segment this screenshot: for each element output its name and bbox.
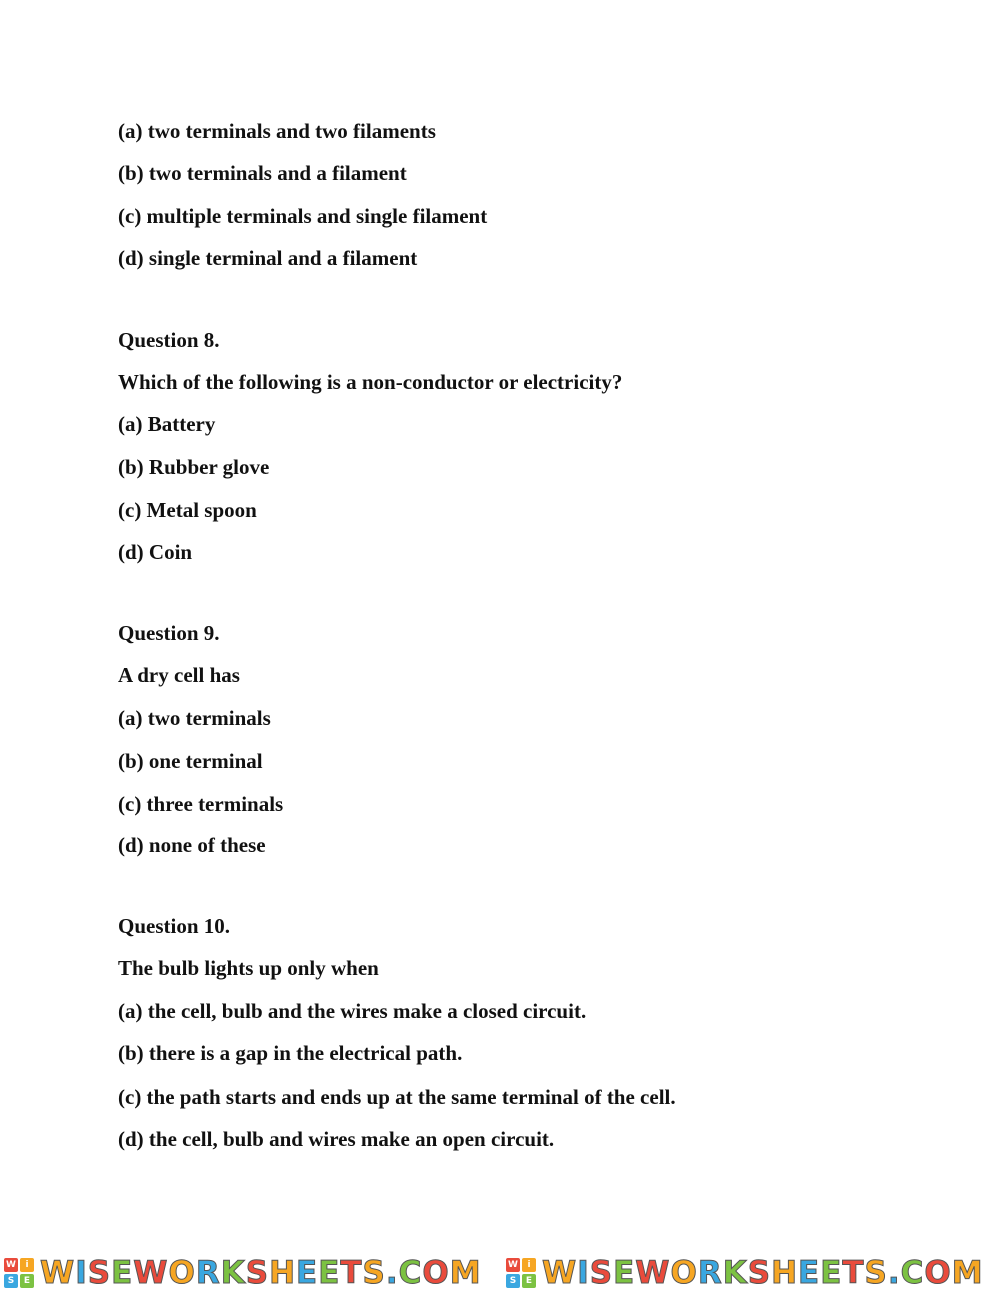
q8-option-c: (c) Metal spoon [118,498,257,522]
q10-text: The bulb lights up only when [118,956,379,980]
q9-option-c: (c) three terminals [118,792,284,816]
brand-logo [506,1255,984,1291]
brand-text: WISEWORKSHEETS.COM [542,1255,984,1291]
q7-option-c: (c) multiple terminals and single filament [118,204,488,228]
q8-option-a: (a) Battery [118,412,216,436]
brand-text: WISEWORKSHEETS.COM [40,1255,482,1291]
q10-option-b: (b) there is a gap in the electrical path. [118,1041,463,1065]
q7-option-d: (d) single terminal and a filament [118,246,418,270]
q10-option-c: (c) the path starts and ends up at the same terminal of the cell. [118,1085,676,1109]
q8-option-d: (d) Coin [118,540,193,564]
q9-heading: Question 9. [118,621,220,645]
q10-option-d: (d) the cell, bulb and wires make an open circuit. [118,1127,555,1151]
q9-option-d: (d) none of these [118,833,266,857]
q9-option-b: (b) one terminal [118,749,263,773]
brand-logo [4,1255,482,1291]
q10-option-a: (a) the cell, bulb and the wires make a closed circuit. [118,999,587,1023]
q8-option-b: (b) Rubber glove [118,455,270,479]
q7-option-a: (a) two terminals and two filaments [118,119,436,143]
q8-text: Which of the following is a non-conductor or electricity? [118,370,623,394]
q10-heading: Question 10. [118,914,231,938]
logo-grid-icon: W i S E [4,1258,34,1288]
q8-heading: Question 8. [118,328,220,352]
logo-grid-icon: W i S E [506,1258,536,1288]
q7-option-b: (b) two terminals and a filament [118,161,407,185]
q9-option-a: (a) two terminals [118,706,271,730]
q9-text: A dry cell has [118,663,240,687]
footer-watermark [0,1248,1000,1291]
